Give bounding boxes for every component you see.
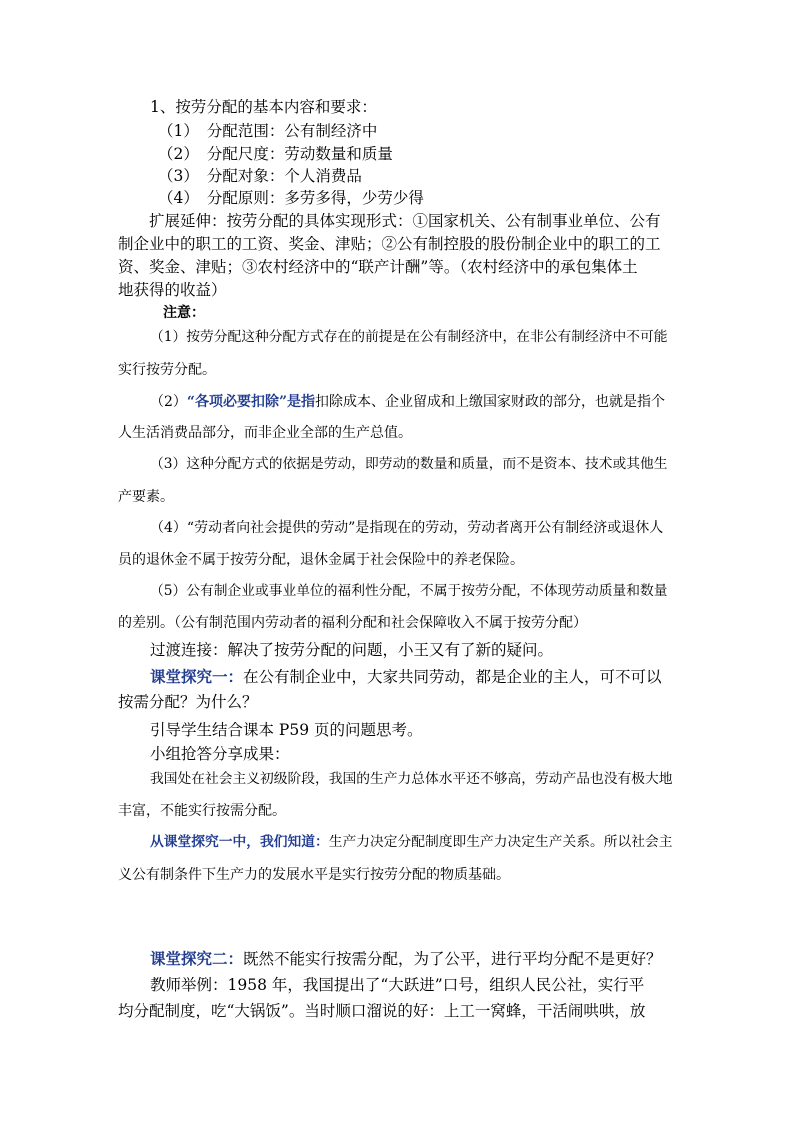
note-line: 的差别。（公有制范围内劳动者的福利分配和社会保障收入不属于按劳分配） xyxy=(118,615,587,631)
item-number: （1） xyxy=(158,122,199,140)
conclusion-line: 义公有制条件下生产力的发展水平是实行按劳分配的物质基础。 xyxy=(118,867,510,883)
inquiry-text: 在公有制企业中，大家共同劳动，都是企业的主人，可不可以 xyxy=(243,668,662,686)
item-text: 分配尺度：劳动数量和质量 xyxy=(206,145,393,163)
answer-line: 丰富，不能实行按需分配。 xyxy=(118,803,286,819)
item-text: 分配范围：公有制经济中 xyxy=(206,122,378,140)
note-text: 扣除成本、企业留成和上缴国家财政的部分，也就是指个 xyxy=(315,394,666,410)
section-title: 1、按劳分配的基本内容和要求： xyxy=(150,98,377,116)
item-text: 分配对象：个人消费品 xyxy=(206,167,362,185)
note-line: （1）按劳分配这种分配方式存在的前提是在公有制经济中，在非公有制经济中不可能 xyxy=(150,329,668,345)
item-number: （2） xyxy=(158,145,199,163)
inquiry-line: 按需分配？为什么？ xyxy=(118,693,258,711)
inquiry-line xyxy=(150,669,662,686)
inquiry-text: 既然不能实行按需分配，为了公平，进行平均分配不是更好？ xyxy=(243,950,662,968)
example-line: 教师举例：1958 年，我国提出了“大跃进”口号，组织人民公社，实行平 xyxy=(150,976,645,994)
conclusion-line xyxy=(150,836,673,850)
note-line: （5）公有制企业或事业单位的福利性分配，不属于按劳分配，不体现劳动质量和数量 xyxy=(150,583,668,599)
inquiry-line xyxy=(150,951,662,968)
note-line: 员的退休金不属于按劳分配，退休金属于社会保险中的养老保险。 xyxy=(118,552,524,568)
note-line xyxy=(150,395,665,409)
item-number: （4） xyxy=(158,189,199,207)
transition-line: 过渡连接：解决了按劳分配的问题，小王又有了新的疑问。 xyxy=(150,641,554,659)
inquiry-label: 课堂探究二： xyxy=(150,949,244,968)
list-item xyxy=(158,124,377,140)
note-line: 人生活消费品部分，而非企业全部的生产总值。 xyxy=(118,425,412,441)
note-line: 实行按劳分配。 xyxy=(118,362,216,378)
conclusion-text: 生产力决定分配制度即生产力决定生产关系。所以社会主 xyxy=(328,834,673,850)
note-line: （3）这种分配方式的依据是劳动，即劳动的数量和质量，而不是资本、技术或其他生 xyxy=(150,456,668,472)
extension-line: 扩展延伸：按劳分配的具体实现形式：①国家机关、公有制事业单位、公有 xyxy=(149,212,661,230)
extension-line: 制企业中的职工的工资、奖金、津贴；②公有制控股的股份制企业中的职工的工 xyxy=(118,235,661,253)
guide-line: 引导学生结合课本 P59 页的问题思考。 xyxy=(150,721,423,739)
extension-line: 资、奖金、津贴；③农村经济中的“联产计酬”等。（农村经济中的承包集体土 xyxy=(118,258,638,276)
list-item xyxy=(158,169,362,185)
note-line: 产要素。 xyxy=(118,489,174,505)
list-item xyxy=(158,147,393,163)
list-item xyxy=(158,191,424,207)
note-title: 注意： xyxy=(163,305,205,321)
item-number: （3） xyxy=(158,167,199,185)
answer-line: 我国处在社会主义初级阶段，我国的生产力总体水平还不够高，劳动产品也没有极大地 xyxy=(150,771,673,787)
note-number: （2） xyxy=(150,394,187,410)
note-line: （4）“劳动者向社会提供的劳动”是指现在的劳动，劳动者离开公有制经济或退休人 xyxy=(150,520,664,536)
item-text: 分配原则：多劳多得，少劳少得 xyxy=(206,189,424,207)
note-emphasis: “各项必要扣除”是指 xyxy=(186,394,316,410)
inquiry-label: 课堂探究一： xyxy=(150,667,244,686)
example-line: 均分配制度，吃“大锅饭”。当时顺口溜说的好：上工一窝蜂，干活闹哄哄，放 xyxy=(118,1002,646,1020)
group-line: 小组抢答分享成果： xyxy=(150,745,290,763)
conclusion-label: 从课堂探究一中，我们知道： xyxy=(150,834,329,850)
extension-line: 地获得的收益） xyxy=(118,281,227,299)
